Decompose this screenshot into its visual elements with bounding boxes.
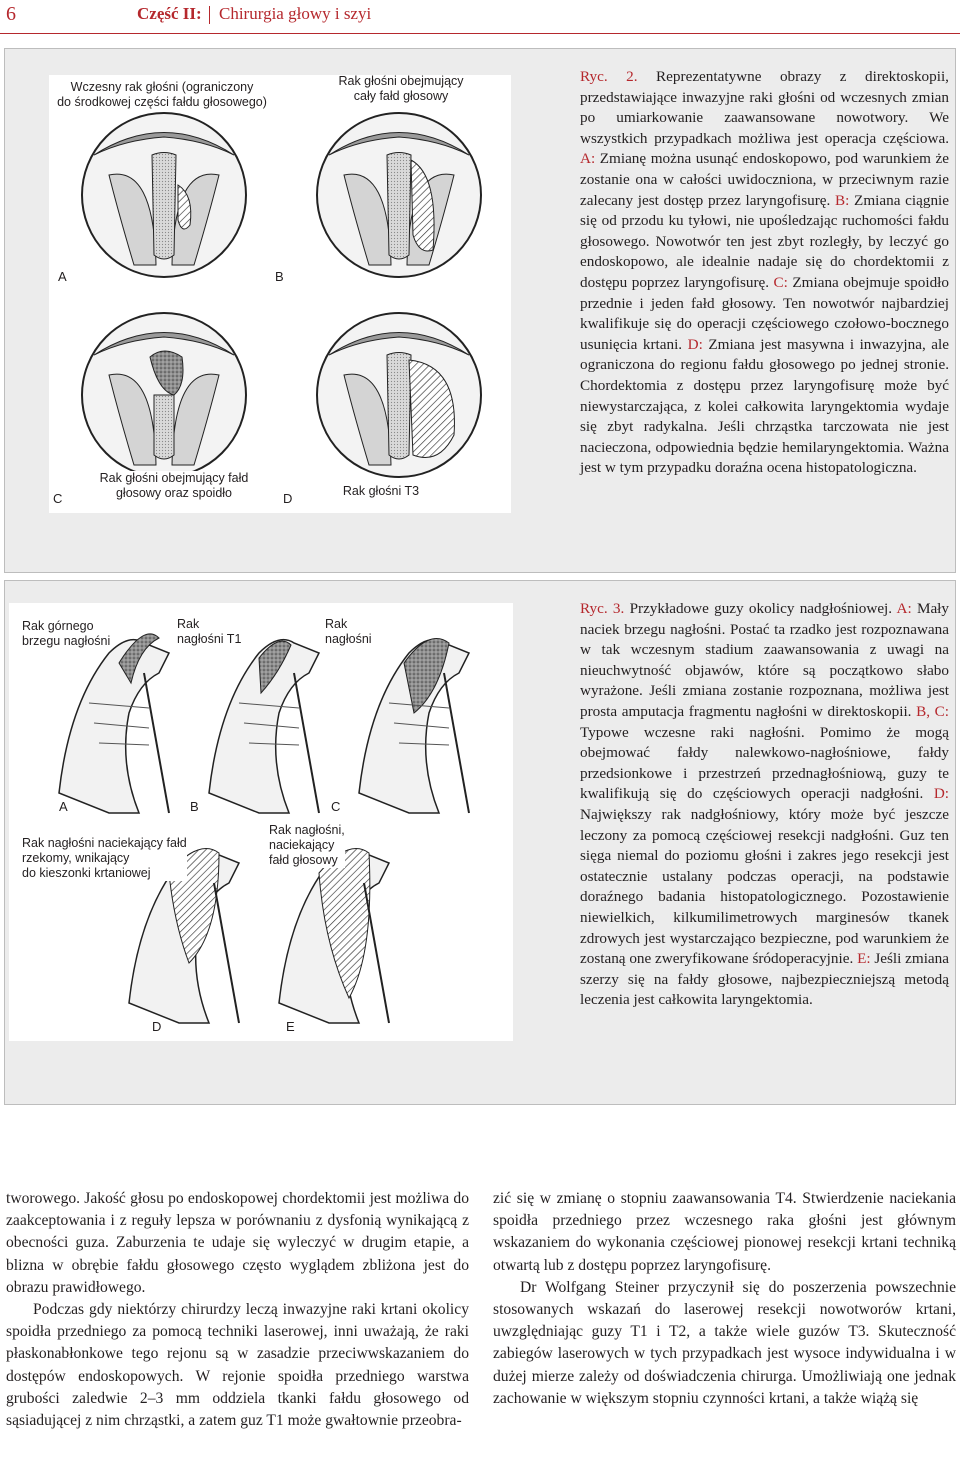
figure-3-label-c: Rak nagłośni	[325, 617, 372, 646]
figure-3-label-a: Rak górnego brzegu nagłośni	[22, 619, 111, 648]
figure-3-letter-e: E	[286, 1019, 295, 1034]
sagittal-view-b	[209, 640, 319, 813]
figure-2-caption: Ryc. 2. Reprezentatywne obrazy z direktoskopii, przedstawiające inwazyjne raki głośni od wczesnych zmian po umiarkowanie zaawansowane nowotwory. We wszystkich przypadkach możliwa jest operacja częściowa. A: Zmianę można usunąć endoskopowo, pod warunkiem że zostanie ona w całości uwidoczniona, w przeciwnym razie zalecany jest dostęp przez laryngofisurę. B: Zmiana ciągnie się od przodu ku tyłowi, nie upośledzając ruchomości fałdu głosowego. Nowotwór ten jest zbyt rozległy, by leczyć go endoskopowo, ale idealnie nadaje się do chordektomii z dostępu poprzez laryngofisurę. C: Zmiana obejmuje spoidło przednie i jeden fałd głosowy. Ten nowotwór najbardziej kwalifikuje się do operacji częściowego czołowo-bocznego usunięcia krtani. D: Zmiana jest masywna i inwazyjna, ale ograniczona do regionu fałdu głosowego po jednej stronie. Chordektomia z dostępu przez laryngofisurę może być niewystarczająca, z kolei całkowita laryngektomia wydaje się zbyt radykalna. Jeśli chrząstka tarczowata nie jest nacieczona, odpowiednia będzie hemilaryngektomia. Ważna jest w tym przypadku doraźna ocena histopatologiczna.	[580, 68, 950, 477]
figure-2-label-bottom-right: Rak głośni T3	[331, 484, 431, 499]
figure-2	[4, 48, 956, 573]
figure-3-label-d: Rak nagłośni naciekający fałd rzekomy, wnikający do kieszonki krtaniowej	[22, 836, 187, 880]
figure-2-label-top-left: Wczesny rak głośni (ograniczony do środkowej części fałdu głosowego)	[57, 80, 267, 109]
figure-3-letter-d: D	[152, 1019, 162, 1034]
figure-3-label-e: Rak nagłośni, naciekający fałd głosowy	[269, 823, 345, 867]
header-rule	[0, 33, 960, 34]
scope-view-d	[317, 313, 481, 477]
sagittal-view-e	[279, 849, 389, 1024]
larynx-sagittal-drawings	[9, 603, 513, 1041]
figure-3-caption: Ryc. 3. Przykładowe guzy okolicy nadgłośniowej. A: Mały naciek brzegu nagłośni. Postać ta rzadko jest rozpoznawana w tak wczesnym stadium zaawansowania z uwagi na nieuchwytność objawów, które są początkowo słabo wyrażone. Jeśli zmiana zostanie rozpoznana, możliwa jest prosta amputacja fragmentu nagłośni w direktoskopii. B, C: Typowe wczesne raki nagłośni. Pomimo że mogą obejmować fałdy nalewkowo-nagłośniowe, fałdy przedsionkowe i przestrzeń przednagłośniową, guzy te kwalifikują się do częściowych operacji nadgłośni. D: Największy rak nadgłośniowy, który może być jeszcze leczony za pomocą częściowej resekcji nadgłośni. Guz ten sięga niemal do poziomu głośni i zakres jego resekcji jest ostatecznie ustalany podczas operacji, na podstawie doraźnego badania histopatologicznego. Pozostawienie niewielkich, kilkumilimetrowych marginesów tkanek zdrowych jest wystarczająco bezpieczne, pod warunkiem że zostaną one zweryfikowane śródoperacyjnie. E: Jeśli zmiana szerzy się na fałdy głosowe, najbezpieczniejszą metodą leczenia jest całkowita laryngektomia.	[580, 600, 950, 1009]
scope-view-a	[82, 113, 246, 277]
figure-2-label-top-right: Rak głośni obejmujący cały fałd głosowy	[338, 74, 464, 103]
section-title: Chirurgia głowy i szyi	[219, 4, 372, 23]
page-number: 6	[6, 3, 16, 25]
body-column-right	[493, 1188, 956, 1410]
figure-3-label-b: Rak nagłośni T1	[177, 617, 242, 646]
scope-view-b	[317, 113, 481, 277]
figure-3-letter-a: A	[59, 799, 68, 814]
laryngoscopy-drawings	[49, 75, 511, 513]
body-paragraph: tworowego. Jakość głosu po endoskopowej chordektomii jest możliwa do zaakceptowania i z reguły lepsza w porównaniu z dysfonią wynikającą z obecności guza. Zaburzenia te udaje się wyleczyć w drugim etapie, a blizna w obrębie fałdu głosowego często wyglądem zbliżona jest do obrazu prawidłowego.	[6, 1190, 469, 1296]
header-divider	[209, 6, 210, 24]
figure-3-letter-c: C	[331, 799, 341, 814]
figure-2-ref: Ryc. 2.	[580, 68, 638, 85]
body-paragraph: zić się w zmianę o stopniu zaawansowania T4. Stwierdzenie naciekania spoidła przedniego przez wczesnego raka głośni jest głównym wskazaniem do wykonania częściowej pionowej resekcji krtani techniką otwartą lub z dostępu poprzez laryngofisurę.	[493, 1190, 956, 1274]
part-label: Część II:	[137, 4, 202, 23]
body-paragraph: Podczas gdy niektórzy chirurdzy leczą inwazyjne raki krtani okolicy spoidła przedniego za pomocą techniki laserowej, inni uważają, że raki płaskonabłonkowe tego rejonu są w zasadzie przeciwwskazaniem do dostępów endoskopowych. W rejonie spoidła przedniego warstwa grubości zaledwie 2–3 mm oddziela tkanki fałdu głosowego od sąsiadującej z nim chrząstki, a zatem guz T1 może gwałtownie przeobra-	[6, 1301, 469, 1430]
body-column-left	[6, 1188, 469, 1432]
figure-2-illustration	[49, 75, 511, 513]
page-header	[0, 0, 960, 34]
figure-2-letter-b: B	[275, 269, 284, 284]
figure-2-letter-d: D	[283, 491, 293, 506]
figure-3-illustration	[9, 603, 513, 1041]
figure-2-letter-c: C	[53, 491, 63, 506]
figure-3	[4, 580, 956, 1105]
figure-3-ref: Ryc. 3.	[580, 600, 625, 617]
body-paragraph: Dr Wolfgang Steiner przyczynił się do poszerzenia powszechnie stosowanych wskazań do laserowej resekcji nowotworów krtani, uwzględniając guzy T1 i T2, a także wiele guzów T3. Skuteczność zabiegów laserowych w tych przypadkach jest wysoce indywidualna i w dużej mierze zależy od doświadczenia chirurga. Umożliwiają one jednak zachowanie w większym stopniu czynności krtani, a także wiążą się	[493, 1278, 956, 1407]
sagittal-view-a	[59, 634, 169, 813]
figure-2-letter-a: A	[58, 269, 67, 284]
scope-view-c	[82, 313, 246, 477]
figure-3-letter-b: B	[190, 799, 199, 814]
sagittal-view-c	[359, 639, 469, 814]
figure-2-label-bottom-left: Rak głośni obejmujący fałd głosowy oraz spoidło	[79, 471, 269, 501]
